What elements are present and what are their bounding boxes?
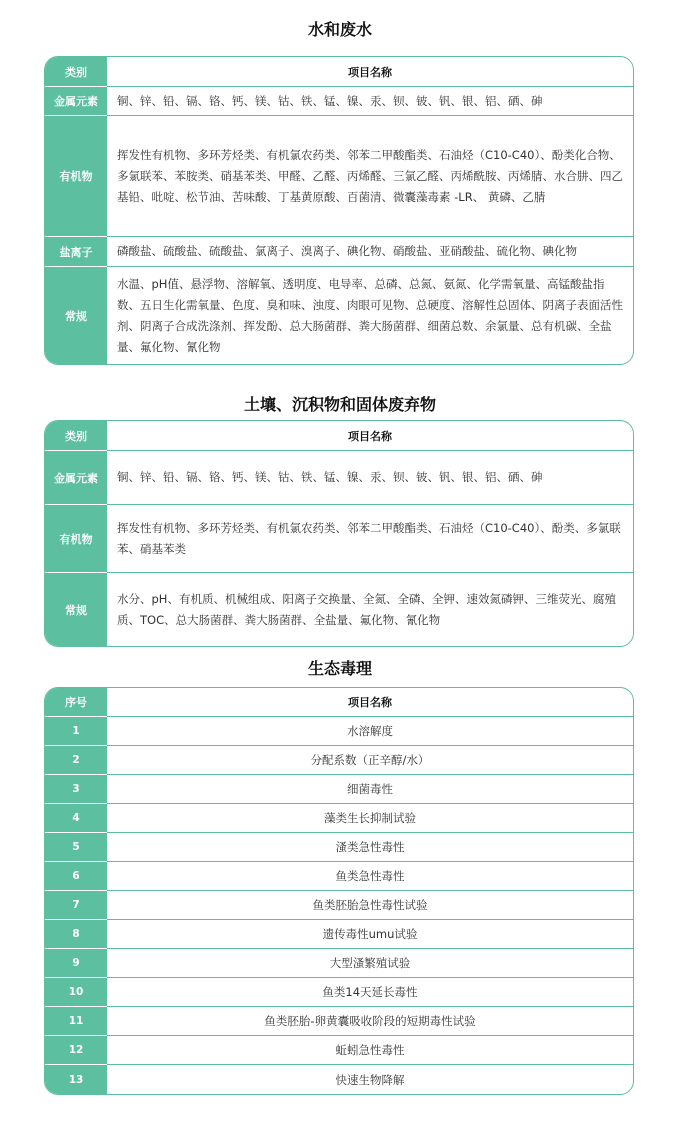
items-text: 挥发性有机物、多环芳烃类、有机氯农药类、邻苯二甲酸酯类、石油烃（C10-C40）、酚类化合物、多氯联苯、苯胺类、硝基苯类、甲醛、乙醛、丙烯醛、三氯乙醛、丙烯酰胺、丙烯腈、水合肼、四乙基铅、吡啶、松节油、苦味酸、丁基黄原酸、百菌清、微囊藻毒素 -LR、 黄磷、乙腈 bbox=[107, 116, 633, 237]
category-label: 有机物 bbox=[45, 116, 107, 237]
row-number: 10 bbox=[45, 978, 107, 1007]
soil-table bbox=[44, 420, 634, 647]
item-name: 蚯蚓急性毒性 bbox=[107, 1036, 633, 1065]
category-label: 常规 bbox=[45, 267, 107, 364]
items-text: 水分、pH、有机质、机械组成、阳离子交换量、全氮、全磷、全钾、速效氮磷钾、三维荧光、腐殖质、TOC、总大肠菌群、粪大肠菌群、全盐量、氟化物、氰化物 bbox=[117, 591, 616, 627]
item-name: 鱼类胚胎急性毒性试验 bbox=[107, 891, 633, 920]
row-number: 3 bbox=[45, 775, 107, 804]
header-items: 项目名称 bbox=[107, 688, 633, 717]
row-number: 2 bbox=[45, 746, 107, 775]
row-number: 7 bbox=[45, 891, 107, 920]
header-items: 项目名称 bbox=[107, 57, 633, 87]
item-name: 水溶解度 bbox=[107, 717, 633, 746]
category-label: 金属元素 bbox=[45, 87, 107, 116]
item-name: 藻类生长抑制试验 bbox=[107, 804, 633, 833]
header-items: 项目名称 bbox=[107, 421, 633, 451]
header-category: 类别 bbox=[45, 421, 107, 451]
category-label: 有机物 bbox=[45, 505, 107, 573]
item-name: 鱼类胚胎-卵黄囊吸收阶段的短期毒性试验 bbox=[107, 1007, 633, 1036]
item-name: 鱼类14天延长毒性 bbox=[107, 978, 633, 1007]
row-number: 9 bbox=[45, 949, 107, 978]
item-name: 遗传毒性umu试验 bbox=[107, 920, 633, 949]
item-name: 鱼类急性毒性 bbox=[107, 862, 633, 891]
soil-section-title: 土壤、沉积物和固体废弃物 bbox=[243, 395, 436, 414]
water-table bbox=[44, 56, 634, 365]
row-number: 12 bbox=[45, 1036, 107, 1065]
row-number: 5 bbox=[45, 833, 107, 862]
item-name: 细菌毒性 bbox=[107, 775, 633, 804]
eco-table bbox=[44, 687, 634, 1095]
items-text: 铜、锌、铅、镉、铬、钙、镁、钴、铁、锰、镍、汞、钡、铍、钒、银、铝、硒、砷 bbox=[107, 87, 633, 116]
item-name: 溞类急性毒性 bbox=[107, 833, 633, 862]
eco-section-title: 生态毒理 bbox=[307, 659, 372, 678]
items-text: 铜、锌、铅、镉、铬、钙、镁、钴、铁、锰、镍、汞、钡、铍、钒、银、铝、硒、砷 bbox=[107, 451, 633, 505]
row-number: 13 bbox=[45, 1065, 107, 1094]
item-name: 分配系数（正辛醇/水） bbox=[107, 746, 633, 775]
row-number: 8 bbox=[45, 920, 107, 949]
category-label: 金属元素 bbox=[45, 451, 107, 505]
water-section-title: 水和废水 bbox=[307, 20, 372, 39]
items-text: 水温、pH值、悬浮物、溶解氧、透明度、电导率、总磷、总氮、氨氮、化学需氧量、高锰酸盐指数、五日生化需氧量、色度、臭和味、浊度、肉眼可见物、总硬度、溶解性总固体、阴离子表面活性剂、阴离子合成洗涤剂、挥发酚、总大肠菌群、粪大肠菌群、细菌总数、余氯量、总有机碳、全盐量、氟化物、氰化物 bbox=[117, 276, 623, 354]
row-number: 4 bbox=[45, 804, 107, 833]
header-no: 序号 bbox=[45, 688, 107, 717]
items-text: 磷酸盐、硫酸盐、硫酸盐、氯离子、溴离子、碘化物、硝酸盐、亚硝酸盐、硫化物、碘化物 bbox=[107, 237, 633, 267]
header-category: 类别 bbox=[45, 57, 107, 87]
items-text: 挥发性有机物、多环芳烃类、有机氯农药类、邻苯二甲酸酯类、石油烃（C10-C40）、酚类、多氯联苯、硝基苯类 bbox=[107, 505, 633, 573]
item-name: 大型溞繁殖试验 bbox=[107, 949, 633, 978]
row-number: 6 bbox=[45, 862, 107, 891]
row-number: 11 bbox=[45, 1007, 107, 1036]
item-name: 快速生物降解 bbox=[335, 1072, 405, 1087]
category-label: 常规 bbox=[45, 573, 107, 646]
category-label: 盐离子 bbox=[45, 237, 107, 267]
row-number: 1 bbox=[45, 717, 107, 746]
